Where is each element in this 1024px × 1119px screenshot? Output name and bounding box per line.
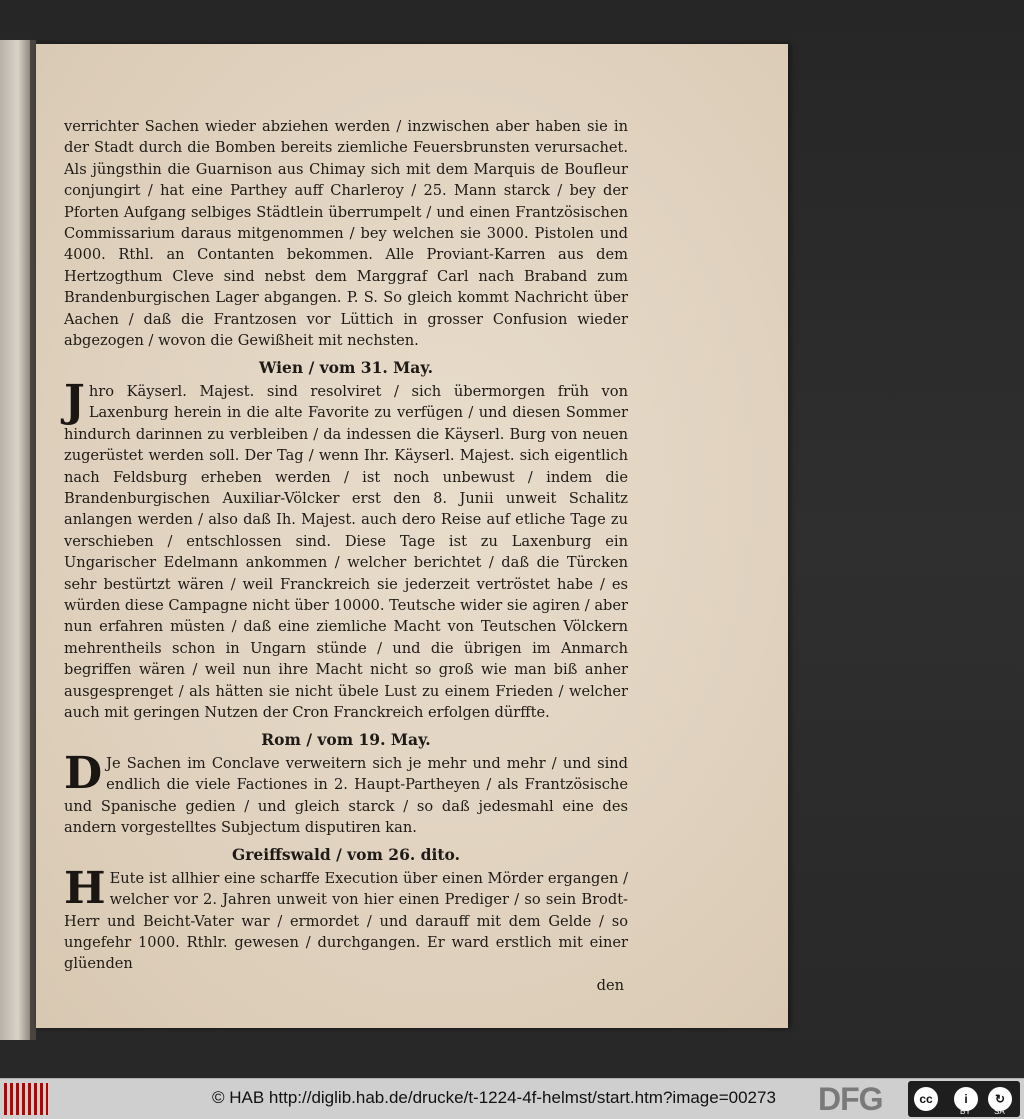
creative-commons-icon: cc <box>912 1085 940 1113</box>
dfg-logo[interactable]: DFG <box>818 1081 883 1117</box>
dropcap-letter: J <box>64 375 85 427</box>
previous-page-edge <box>0 40 30 1040</box>
cc-license-badge[interactable] <box>908 1081 1020 1117</box>
catchword: den <box>596 976 624 994</box>
attribution-icon: i <box>952 1085 980 1113</box>
copyright-link[interactable]: © HAB http://diglib.hab.de/drucke/t-1224-4f-helmst/start.htm?image=00273 <box>212 1088 776 1107</box>
viewer-footer <box>0 1078 1024 1119</box>
section-text: hro Käyserl. Majest. sind resolviret / sich übermorgen früh von Laxenburg herein in die alte Favorite zu verfügen / und diesen Sommer hindurch darinnen zu verbleiben / da indessen die Käyserl. Burg von neuen zugerüstet werden soll. Der Tag / wenn Ihr. Käyserl. Majest. sich eigentlich nach Feldsburg erheben werden / ist noch unbewust / indem die Brandenburgischen Auxiliar-Völcker erst den 8. Junii unweit Schalitz anlangen werden / also daß Ih. Majest. auch dero Reise auf etliche Tage zu verschieben / entschlossen sind. Diese Tage ist zu Laxenburg ein Ungarischer Edelmann ankommen / welcher berichtet / daß die Türcken sehr bestürtzt wären / weil Franckreich sie jederzeit vertröstet habe / es würden diese Campagne nicht über 10000. Teutsche wider sie agiren / aber nun erfahren müsten / daß eine ziemliche Macht von Teutschen Völckern mehrentheils schon in Ungarn stünde / und die übrigen im Anmarch begriffen wären / weil nun ihre Macht nicht so groß wie man biß anher ausgesprenget / als hätten sie nicht übele Lust zu einem Frieden / welcher auch mit geringen Nutzen der Cron Franckreich erfolgen dürffte. <box>64 382 628 721</box>
section-text: Eute ist allhier eine scharffe Execution über einen Mörder ergangen / welcher vor 2. Jahren unweit von hier einen Prediger / so sein Brodt-Herr und Beicht-Vater war / ermordet / und darauff mit dem Gelde / so ungefehr 1000. Rthlr. gewesen / durchgangen. Er ward erstlich mit einer glüenden <box>64 869 628 973</box>
page-text <box>64 116 628 996</box>
barcode-icon <box>4 1083 48 1115</box>
section-heading-rom: Rom / vom 19. May. <box>261 730 431 750</box>
license-sa-label: SA <box>994 1107 1005 1116</box>
dropcap-letter: D <box>64 747 103 799</box>
section-body-greiffswald <box>64 862 628 975</box>
section-heading-wien: Wien / vom 31. May. <box>259 358 433 378</box>
section-heading-greiffswald: Greiffswald / vom 26. dito. <box>231 845 461 865</box>
share-alike-icon: ↻ <box>986 1085 1014 1113</box>
paragraph-continuation: verrichter Sachen wieder abziehen werden / inzwischen aber haben sie in der Stadt durch die Bomben bereits ziemliche Feuersbrunsten verursachet. Als jüngsthin die Guarnison aus Chimay sich mit dem Marquis de Boufleur conjungirt / hat eine Parthey auff Charleroy / 25. Mann starck / bey der Pforten Aufgang selbiges Städtlein überrumpelt / und einen Frantzösischen Commissarium daraus mitgenommen / bey welchen sie 3000. Pistolen und 4000. Rthl. an Contanten bekommen. Alle Proviant-Karren aus dem Hertzogthum Cleve sind nebst dem Marggraf Carl nach Braband zum Brandenburgischen Lager abgangen. P. S. So gleich kommt Nachricht über Aachen / daß die Frantzosen vor Lüttich in grosser Confusion wieder abgezogen / wovon die Gewißheit mit nechsten. <box>64 118 628 350</box>
dropcap-letter: H <box>64 862 106 914</box>
license-by-label: BY <box>960 1107 971 1116</box>
section-text: Je Sachen im Conclave verweitern sich je mehr und mehr / und sind endlich die viele Factiones in 2. Haupt-Partheyen / als Frantzösische und Spanische gedien / und gleich starck / so daß jedesmahl eine des andern vorgestelltes Subjectum disputiren kan. <box>64 754 628 836</box>
section-body-rom <box>64 747 628 839</box>
section-body-wien <box>64 375 628 724</box>
